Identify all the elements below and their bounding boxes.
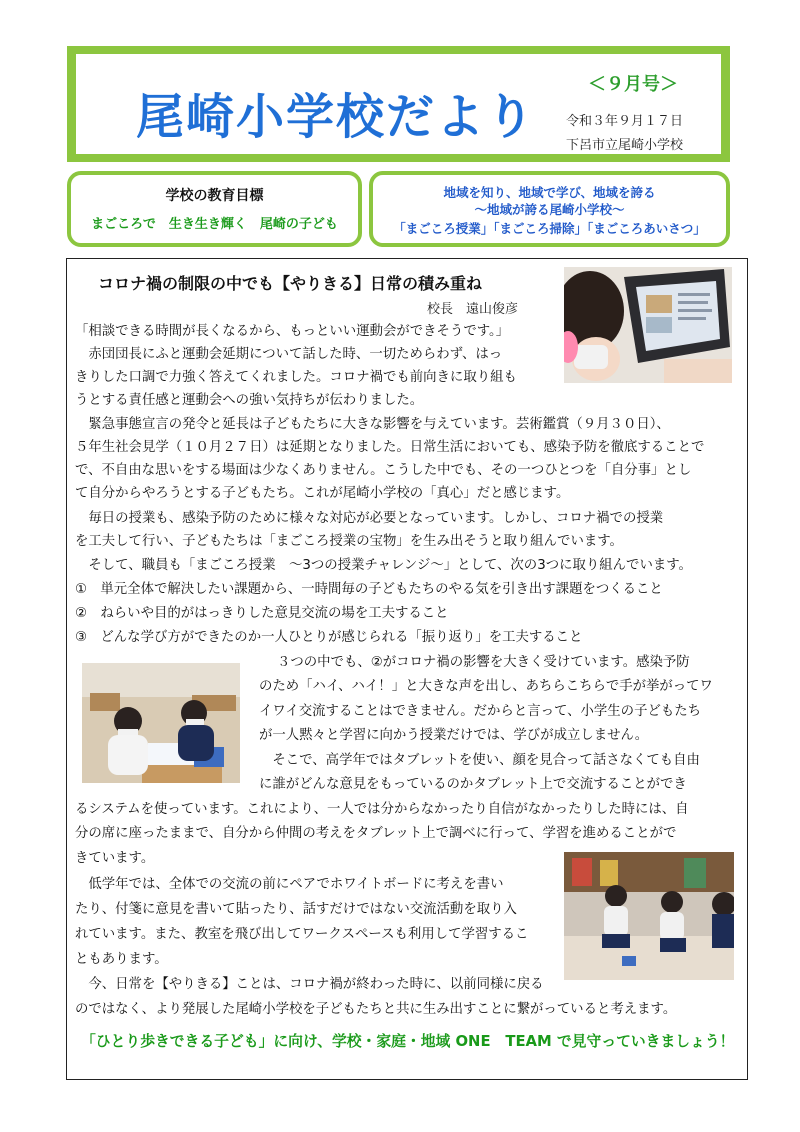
list-item: ③ どんな学び方ができたのか一人ひとりが感じられる「振り返り」を工夫すること [75,630,583,645]
body-line: 赤団団長にふと運動会延期について話した時、一切ためらわず、はっ [75,347,503,362]
body-line: そして、職員も「まごころ授業 ～3つの授業チャレンジ～」として、次の3つに取り組んでいます。 [75,558,692,573]
body-line: に誰がどんな意見をもっているのかタブレット上で交流することができ [259,777,687,792]
body-line: きりした口調で力強く答えてくれました。コロナ禍でも前向きに取り組も [75,370,517,385]
body-line: て自分からやろうとする子どもたち。これが尾崎小学校の「真心」だと感じます。 [75,486,570,501]
header-panel [76,54,721,154]
school-name: 下呂市立尾崎小学校 [566,138,684,153]
body-line: れています。また、教室を飛び出してワークスペースも利用して学習するこ [75,927,529,942]
body-line: ３つの中でも、②がコロナ禍の影響を大きく受けています。感染予防 [277,655,690,670]
article-title: コロナ禍の制限の中でも【やりきる】日常の積み重ね [98,274,483,293]
motto-line-1: 地域を知り、地域で学び、地域を誇る [443,185,656,200]
body-line: 毎日の授業も、感染予防のために様々な対応が必要となっています。しかし、コロナ禍での授業 [75,511,664,526]
education-goal-heading: 学校の教育目標 [165,188,264,204]
motto-line-2: ～地域が誇る尾崎小学校～ [474,202,625,217]
body-line: るシステムを使っています。これにより、一人では分からなかったり自信がなかったりした時には、自 [75,802,689,817]
body-line: が一人黙々と学習に向かう授業だけでは、学びが成立しません。 [259,728,649,743]
body-line: ともあります。 [75,952,168,967]
body-line: きています。 [75,851,155,866]
body-line: 分の席に座ったままで、自分から仲間の考えをタブレット上で調べに行って、学習を進めることがで [75,826,677,841]
closing-slogan: 「ひとり歩きできる子ども」に向け、学校・家庭・地域 ONE TEAM で見守っていきましょう！ [81,1033,735,1050]
newsletter-title: 尾崎小学校だより [136,89,537,145]
body-line: 低学年では、全体での交流の前にペアでホワイトボードに考えを書い [75,877,504,892]
list-item: ① 単元全体で解決したい課題から、一時間毎の子どもたちのやる気を引き出す課題をつくること [75,582,663,597]
body-line: うとする責任感と運動会への強い気持ちが伝わりました。 [75,393,424,408]
body-line: で、不自由な思いをする場面は少なくありません。こうした中でも、その一つひとつを「自分事」とし [75,463,692,478]
education-goal-text: まごころで 生き生き輝く 尾崎の子ども [91,217,338,232]
body-line: 今、日常を【やりきる】ことは、コロナ禍が終わった時に、以前同様に戻る [75,977,544,992]
body-line: ５年生社会見学（１０月２７日）は延期となりました。日常生活においても、感染予防を徹底することで [75,440,705,455]
body-line: 「相談できる時間が長くなるから、もっといい運動会ができそうです。」 [75,324,510,339]
photo-tablet [564,267,732,383]
newsletter-header [67,46,730,162]
photo-workspace [564,852,734,980]
body-line: 緊急事態宣言の発令と延長は子どもたちに大きな影響を与えています。芸術鑑賞（９月３０日）、 [75,417,670,432]
motto-line-3: 「まごころ授業」「まごころ掃除」「まごころあいさつ」 [393,221,706,236]
article-byline: 校長 遠山俊彦 [427,302,519,317]
body-line: イワイ交流することはできません。だからと言って、小学生の子どもたち [259,704,702,719]
photo-pair-work [82,663,240,783]
body-line: そこで、高学年ではタブレットを使い、顔を見合って話さなくても自由 [259,753,700,768]
body-line: を工夫して行い、子どもたちは「まごころ授業の宝物」を生み出そうと取り組んでいます。 [75,534,623,549]
body-line: のため「ハイ、ハイ！」と大きな声を出し、あちらこちらで手が挙がってワ [259,679,713,694]
body-line: たり、付箋に意見を書いて貼ったり、話すだけではない交流活動を取り入 [75,902,517,917]
list-item: ② ねらいや目的がはっきりした意見交流の場を工夫すること [75,606,449,621]
principal-article [66,258,748,1080]
education-goal-box [67,171,362,247]
community-motto-box [369,171,730,247]
issue-date: 令和３年９月１７日 [566,114,684,129]
issue-label: ＜９月号＞ [588,74,678,95]
body-line: のではなく、より発展した尾崎小学校を子どもたちと共に生み出すことに繋がっていると考えます。 [75,1002,677,1017]
